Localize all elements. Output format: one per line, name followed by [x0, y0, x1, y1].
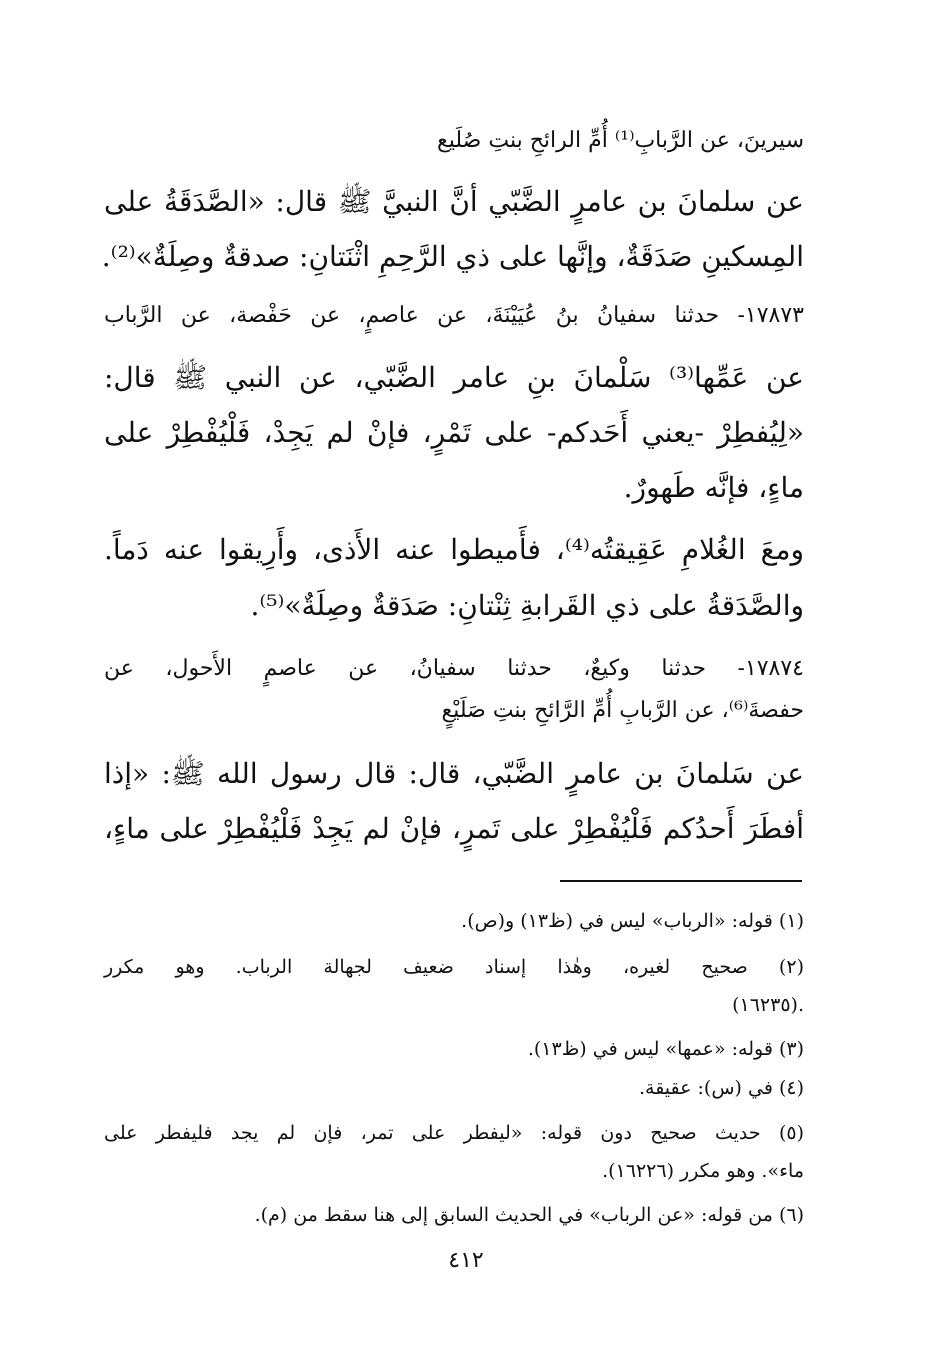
text-line: المِسكينِ صَدَقَةٌ، وإنَّها على ذي الرَّحِمِ اثْنَتانِ: صدقةٌ وصِلَةٌ»⁽²⁾.: [101, 240, 804, 273]
text-line: ومعَ الغُلامِ عَقِيقتُه⁽⁴⁾، فأَميطوا عنه الأَذى، وأَرِيقوا عنه دَماً.: [104, 533, 804, 566]
footnote: (٤) في (س): عقيقة.: [638, 1077, 804, 1099]
text-line: ماءٍ، فإنَّه طَهورٌ.: [623, 471, 804, 504]
text-line: سيرينَ، عن الرَّبابِ⁽¹⁾ أُمِّ الرائحِ بنتِ صُلَيع: [437, 128, 804, 153]
footnote: (١٦٢٣٥).: [732, 994, 804, 1016]
footnote-separator: [560, 880, 802, 882]
footnote: (١) قوله: «الرباب» ليس في (ظ١٣) و(ص).: [461, 910, 804, 932]
text-line: «لِيُفطِرْ -يعني أَحَدكم- على تَمْرٍ، فإنْ لم يَجِدْ، فَلْيُفْطِرْ على: [104, 416, 804, 449]
text-line: عن سلمانَ بن عامرٍ الضَّبّي أنَّ النبيَّ ﷺ قال: «الصَّدَقَةُ على: [104, 185, 804, 218]
text-line: عن سَلمانَ بن عامرٍ الضَّبّي، قال: قال رسول الله ﷺ: «إذا: [104, 757, 804, 790]
text-line: والصَّدَقةُ على ذي القَرابةِ ثِنْتانِ: صَدَقةٌ وصِلَةٌ»⁽⁵⁾.: [250, 589, 804, 622]
text-line: حفصةَ⁽⁶⁾، عن الرَّبابِ أُمِّ الرَّائحِ بنتِ صَلَيْعٍ: [441, 698, 804, 723]
footnote: ماء». وهو مكرر (١٦٢٢٦).: [602, 1160, 804, 1182]
text-line: عن عَمِّها⁽³⁾ سَلْمانَ بنِ عامر الضَّبّي، عن النبي ﷺ قال:: [104, 361, 804, 394]
page-number: ٤١٢: [448, 1248, 484, 1273]
text-line: ١٧٨٧٣- حدثنا سفيانُ بنُ عُيَيْنَةَ، عن عاصمٍ، عن حَفْصة، عن الرَّباب: [104, 303, 804, 328]
footnote: (٢) صحيح لغيره، وهٰذا إسناد ضعيف لجهالة الرباب. وهو مكرر: [104, 956, 804, 978]
text-line: ١٧٨٧٤- حدثنا وكيعٌ، حدثنا سفيانُ، عن عاصمٍ الأَحول، عن: [104, 656, 804, 681]
footnote: (٣) قوله: «عمها» ليس في (ظ١٣).: [527, 1038, 804, 1060]
footnote: (٥) حديث صحيح دون قوله: «ليفطر على تمر، فإن لم يجد فليفطر على: [104, 1122, 804, 1144]
text-line: أفطَرَ أَحدُكم فَلْيُفْطِرْ على تَمرٍ، فإنْ لم يَجِدْ فَلْيُفْطِرْ على ماءٍ،: [104, 812, 804, 845]
footnote: (٦) من قوله: «عن الرباب» في الحديث السابق إلى هنا سقط من (م).: [254, 1204, 804, 1226]
